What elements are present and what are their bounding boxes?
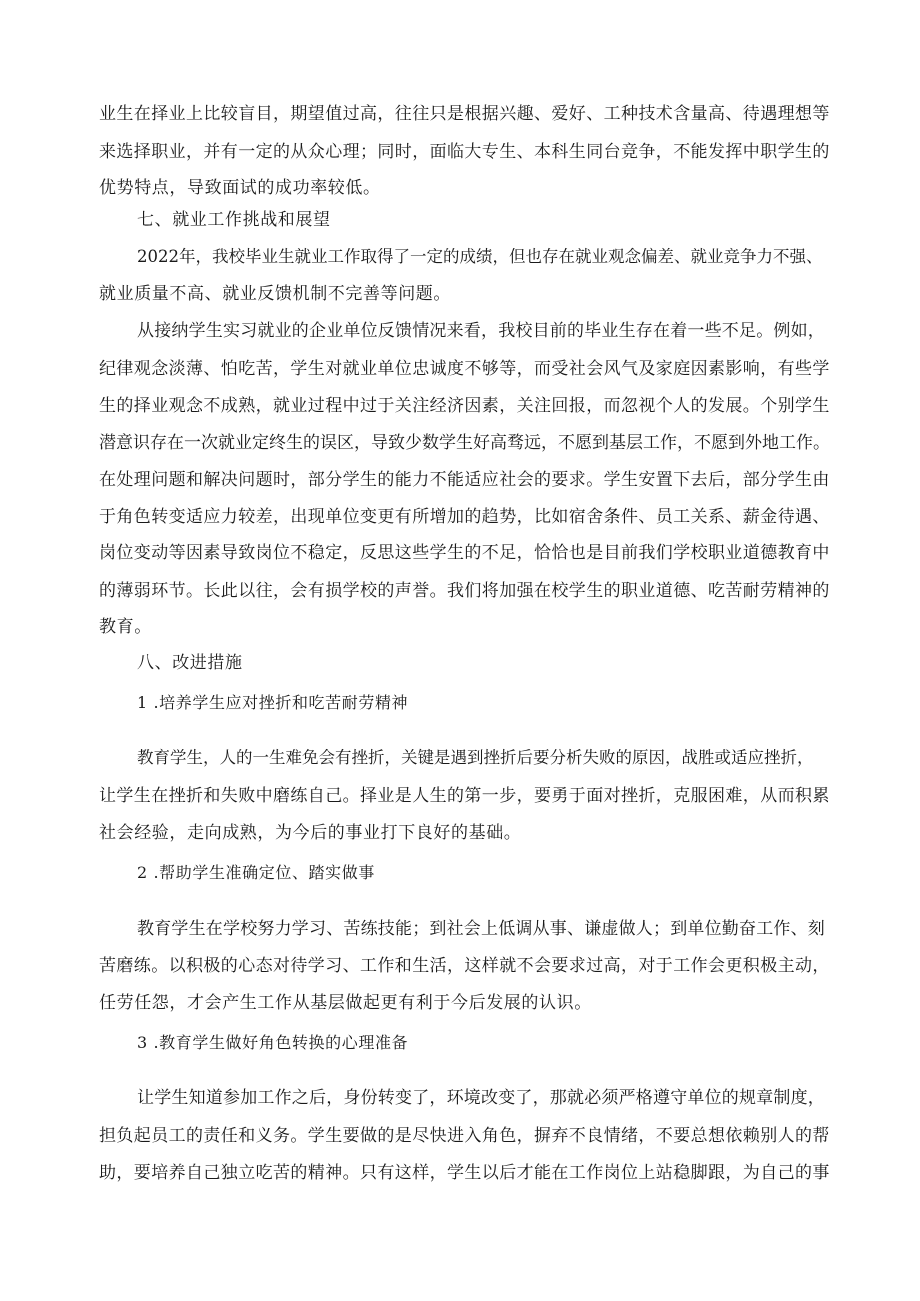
- paragraph-line: 业生在择业上比较盲目，期望值过高，往往只是根据兴趣、爱好、工种技术含量高、待遇理想等: [99, 104, 830, 124]
- section-heading: 八、改进措施: [137, 653, 243, 673]
- paragraph-line: 担负起员工的责任和义务。学生要做的是尽快进入角色，摒弃不良情绪，不要总想依赖别人的帮: [99, 1126, 830, 1146]
- paragraph-line: 2022年，我校毕业生就业工作取得了一定的成绩，但也存在就业观念偏差、就业竞争力不强、: [137, 247, 823, 266]
- paragraph-line: 从接纳学生实习就业的企业单位反馈情况来看，我校目前的毕业生存在着一些不足。例如，: [137, 321, 825, 341]
- paragraph-line: 教育。: [99, 617, 152, 637]
- paragraph-line: 潜意识存在一次就业定终生的误区，导致少数学生好高骛远，不愿到基层工作，不愿到外地工作。: [99, 433, 830, 453]
- paragraph-line: 让学生在挫折和失败中磨练自己。择业是人生的第一步，要勇于面对挫折，克服困难，从而积累: [99, 786, 830, 806]
- paragraph-line: 的薄弱环节。长此以往，会有损学校的声誉。我们将加强在校学生的职业道德、吃苦耐劳精神的: [99, 581, 830, 601]
- section-heading: 七、就业工作挑战和展望: [137, 210, 331, 230]
- paragraph-line: 优势特点，导致面试的成功率较低。: [99, 178, 381, 198]
- paragraph-line: 岗位变动等因素导致岗位不稳定，反思这些学生的不足，恰恰也是目前我们学校职业道德教育中: [99, 543, 830, 563]
- subsection-heading: 3 .教育学生做好角色转换的心理准备: [137, 1033, 409, 1052]
- paragraph-line: 生的择业观念不成熟，就业过程中过于关注经济因素，关注回报，而忽视个人的发展。个别学生: [99, 396, 830, 416]
- paragraph-line: 来选择职业，并有一定的从众心理；同时，面临大专生、本科生同台竞争，不能发挥中职学生的: [99, 142, 830, 162]
- paragraph-line: 教育学生在学校努力学习、苦练技能；到社会上低调从事、谦虚做人；到单位勤奋工作、刻: [137, 919, 825, 939]
- paragraph-line: 在处理问题和解决问题时，部分学生的能力不能适应社会的要求。学生安置下去后，部分学生由: [99, 470, 830, 490]
- paragraph-line: 任劳任怨，才会产生工作从基层做起更有利于今后发展的认识。: [99, 993, 592, 1013]
- paragraph-line: 纪律观念淡薄、怕吃苦，学生对就业单位忠诚度不够等，而受社会风气及家庭因素影响，有些学: [99, 359, 830, 379]
- paragraph-line: 苦磨练。以积极的心态对待学习、工作和生活，这样就不会要求过高，对于工作会更积极主动，: [99, 956, 830, 976]
- paragraph-line: 就业质量不高、就业反馈机制不完善等问题。: [99, 284, 451, 304]
- paragraph-line: 于角色转变适应力较差，出现单位变更有所增加的趋势，比如宿舍条件、员工关系、薪金待遇、: [99, 507, 830, 527]
- paragraph-line: 让学生知道参加工作之后，身份转变了，环境改变了，那就必须严格遵守单位的规章制度，: [137, 1088, 825, 1108]
- paragraph-line: 助，要培养自己独立吃苦的精神。只有这样，学生以后才能在工作岗位上站稳脚跟，为自己的事: [99, 1163, 830, 1183]
- subsection-heading: 2 .帮助学生准确定位、踏实做事: [137, 863, 375, 882]
- subsection-heading: 1 .培养学生应对挫折和吃苦耐劳精神: [137, 693, 409, 712]
- paragraph-line: 社会经验，走向成熟，为今后的事业打下良好的基础。: [99, 823, 522, 843]
- paragraph-line: 教育学生，人的一生难免会有挫折，关键是遇到挫折后要分析失败的原因，战胜或适应挫折，: [137, 748, 814, 767]
